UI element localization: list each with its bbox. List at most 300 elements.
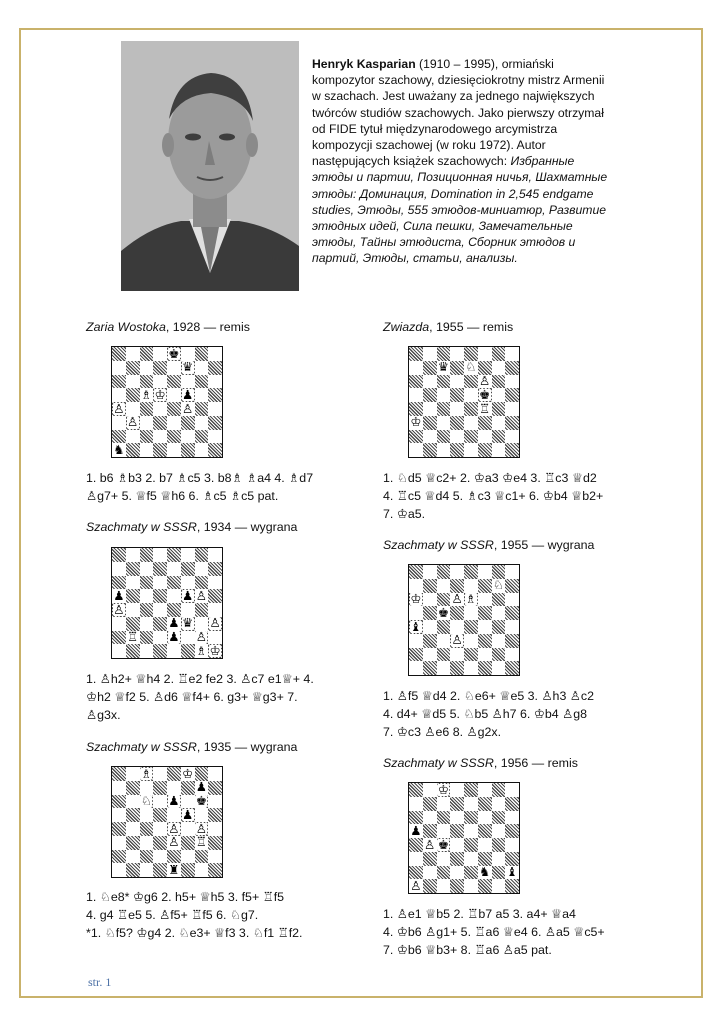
board-square bbox=[140, 836, 154, 850]
board-square bbox=[464, 361, 478, 375]
study-source: Szachmaty w SSSR bbox=[383, 756, 494, 770]
board-square bbox=[195, 443, 209, 457]
board-square bbox=[208, 644, 222, 658]
board-square bbox=[112, 347, 126, 361]
board-square bbox=[464, 606, 478, 620]
board-square bbox=[409, 879, 423, 893]
chess-piece: ♙ bbox=[127, 415, 139, 430]
board-square bbox=[112, 402, 126, 416]
board-square bbox=[505, 565, 519, 579]
study-source: Zwiazda bbox=[383, 320, 430, 334]
study-result: remis bbox=[547, 756, 578, 770]
board-square bbox=[423, 838, 437, 852]
board-square bbox=[492, 375, 506, 389]
chess-piece: ♚ bbox=[437, 838, 449, 852]
board-square bbox=[423, 824, 437, 838]
study-caption bbox=[86, 740, 297, 754]
chess-piece: ♙ bbox=[209, 616, 221, 631]
board-square bbox=[181, 850, 195, 864]
moves-line: 7. ♔a5. bbox=[383, 507, 426, 521]
board-square bbox=[423, 852, 437, 866]
board-square bbox=[478, 797, 492, 811]
board-square bbox=[208, 576, 222, 590]
board-square bbox=[450, 402, 464, 416]
board-square bbox=[478, 402, 492, 416]
board-square bbox=[478, 838, 492, 852]
board-square bbox=[195, 767, 209, 781]
chess-piece: ♗ bbox=[195, 644, 207, 658]
board-square bbox=[423, 402, 437, 416]
chess-piece: ♗ bbox=[465, 592, 477, 607]
board-square bbox=[181, 402, 195, 416]
board-square bbox=[153, 822, 167, 836]
board-square bbox=[140, 617, 154, 631]
board-square bbox=[505, 866, 519, 880]
board-square bbox=[492, 866, 506, 880]
board-square bbox=[181, 375, 195, 389]
board-square bbox=[423, 388, 437, 402]
board-square bbox=[492, 661, 506, 675]
board-square bbox=[208, 361, 222, 375]
board-square bbox=[478, 347, 492, 361]
board-square bbox=[437, 593, 451, 607]
board-square bbox=[140, 375, 154, 389]
board-square bbox=[208, 631, 222, 645]
board-square bbox=[437, 783, 451, 797]
board-square bbox=[409, 443, 423, 457]
board-square bbox=[126, 836, 140, 850]
board-square bbox=[492, 879, 506, 893]
board-square bbox=[505, 648, 519, 662]
board-square bbox=[450, 443, 464, 457]
board-square bbox=[409, 852, 423, 866]
board-square bbox=[181, 562, 195, 576]
board-square bbox=[423, 347, 437, 361]
solution-moves bbox=[383, 687, 594, 741]
board-square bbox=[112, 430, 126, 444]
board-square bbox=[167, 361, 181, 375]
board-square bbox=[153, 548, 167, 562]
board-square bbox=[140, 850, 154, 864]
board-square bbox=[464, 852, 478, 866]
board-square bbox=[126, 388, 140, 402]
board-square bbox=[450, 388, 464, 402]
moves-line: 1. ♘e8* ♔g6 2. h5+ ♕h5 3. f5+ ♖f5 bbox=[86, 890, 285, 904]
board-square bbox=[450, 606, 464, 620]
board-square bbox=[409, 838, 423, 852]
board-square bbox=[464, 838, 478, 852]
chess-piece: ♙ bbox=[168, 822, 180, 836]
board-square bbox=[450, 811, 464, 825]
board-square bbox=[153, 402, 167, 416]
board-square bbox=[112, 361, 126, 375]
board-square bbox=[153, 361, 167, 375]
board-square bbox=[437, 879, 451, 893]
board-square bbox=[167, 402, 181, 416]
board-square bbox=[167, 603, 181, 617]
board-square bbox=[505, 443, 519, 457]
chess-piece: ♛ bbox=[182, 360, 194, 375]
board-square bbox=[140, 603, 154, 617]
board-square bbox=[181, 795, 195, 809]
board-square bbox=[181, 767, 195, 781]
board-square bbox=[409, 361, 423, 375]
bio-description: (1910 – 1995), ormiański kompozytor szachowy, dziesięciokrotny mistrz Armenii w szachach. Jest uważany za jednego największych twórców studiów szachowych. Jako pierwszy otrzymał od FIDE tytuł międzynarodowego arcymistrza kompozycji szachowej (w roku 1972). Autor następujących książek szachowych: bbox=[312, 57, 605, 169]
board-square bbox=[140, 416, 154, 430]
board-square bbox=[478, 593, 492, 607]
board-square bbox=[423, 866, 437, 880]
board-square bbox=[409, 620, 423, 634]
board-square bbox=[505, 838, 519, 852]
board-square bbox=[423, 661, 437, 675]
board-square bbox=[181, 416, 195, 430]
board-square bbox=[181, 863, 195, 877]
board-square bbox=[181, 631, 195, 645]
chess-piece: ♗ bbox=[140, 767, 152, 781]
board-square bbox=[181, 808, 195, 822]
board-square bbox=[126, 375, 140, 389]
board-square bbox=[112, 375, 126, 389]
board-square bbox=[492, 579, 506, 593]
board-square bbox=[195, 562, 209, 576]
board-square bbox=[167, 443, 181, 457]
board-square bbox=[478, 416, 492, 430]
study-caption bbox=[86, 520, 297, 534]
chess-piece: ♙ bbox=[451, 592, 463, 607]
board-square bbox=[505, 879, 519, 893]
board-square bbox=[126, 631, 140, 645]
moves-line: *1. ♘f5? ♔g4 2. ♘e3+ ♕f3 3. ♘f1 ♖f2. bbox=[86, 926, 303, 940]
moves-line: 1. ♘d5 ♕c2+ 2. ♔a3 ♔e4 3. ♖c3 ♕d2 bbox=[383, 471, 597, 485]
board-square bbox=[423, 443, 437, 457]
board-square bbox=[195, 347, 209, 361]
board-square bbox=[126, 347, 140, 361]
chess-piece: ♖ bbox=[479, 402, 491, 416]
solution-moves bbox=[86, 888, 302, 942]
board-square bbox=[181, 781, 195, 795]
board-square bbox=[181, 617, 195, 631]
board-square bbox=[505, 824, 519, 838]
chess-piece: ♖ bbox=[127, 630, 139, 645]
board-square bbox=[423, 361, 437, 375]
board-square bbox=[505, 783, 519, 797]
chess-piece: ♟ bbox=[168, 794, 180, 809]
solution-moves bbox=[383, 469, 603, 523]
chess-piece: ♟ bbox=[410, 824, 422, 838]
board-square bbox=[126, 767, 140, 781]
board-square bbox=[140, 388, 154, 402]
board-square bbox=[437, 797, 451, 811]
board-square bbox=[464, 797, 478, 811]
page-number: str. 1 bbox=[88, 975, 112, 989]
board-square bbox=[167, 548, 181, 562]
board-square bbox=[195, 795, 209, 809]
board-square bbox=[208, 548, 222, 562]
board-square bbox=[409, 402, 423, 416]
board-square bbox=[181, 822, 195, 836]
board-square bbox=[478, 606, 492, 620]
board-square bbox=[450, 430, 464, 444]
board-square bbox=[126, 850, 140, 864]
board-square bbox=[112, 850, 126, 864]
board-square bbox=[505, 579, 519, 593]
board-square bbox=[181, 603, 195, 617]
board-square bbox=[450, 838, 464, 852]
board-square bbox=[492, 783, 506, 797]
board-square bbox=[153, 863, 167, 877]
board-square bbox=[208, 388, 222, 402]
board-square bbox=[437, 852, 451, 866]
moves-line: 1. ♙h2+ ♕h4 2. ♖e2 fe2 3. ♙c7 e1♕+ 4. bbox=[86, 672, 314, 686]
board-square bbox=[167, 631, 181, 645]
board-square bbox=[153, 388, 167, 402]
board-square bbox=[409, 565, 423, 579]
board-square bbox=[464, 375, 478, 389]
board-square bbox=[140, 781, 154, 795]
board-square bbox=[140, 863, 154, 877]
study-caption bbox=[383, 320, 513, 334]
board-square bbox=[126, 402, 140, 416]
board-square bbox=[478, 388, 492, 402]
board-square bbox=[505, 347, 519, 361]
board-square bbox=[195, 808, 209, 822]
chess-piece: ♔ bbox=[154, 388, 166, 402]
board-square bbox=[167, 822, 181, 836]
board-square bbox=[112, 576, 126, 590]
chess-piece: ♞ bbox=[479, 865, 491, 880]
board-square bbox=[464, 661, 478, 675]
board-square bbox=[505, 430, 519, 444]
bio-name: Henryk Kasparian bbox=[312, 57, 416, 71]
board-square bbox=[492, 416, 506, 430]
board-square bbox=[195, 576, 209, 590]
study-result: remis bbox=[482, 320, 514, 334]
board-square bbox=[437, 347, 451, 361]
board-square bbox=[505, 606, 519, 620]
board-square bbox=[492, 852, 506, 866]
board-square bbox=[478, 866, 492, 880]
board-square bbox=[478, 852, 492, 866]
board-square bbox=[140, 589, 154, 603]
board-square bbox=[450, 866, 464, 880]
chess-piece: ♟ bbox=[182, 808, 194, 822]
board-square bbox=[478, 430, 492, 444]
board-square bbox=[437, 375, 451, 389]
board-square bbox=[464, 824, 478, 838]
board-square bbox=[195, 850, 209, 864]
board-square bbox=[140, 576, 154, 590]
board-square bbox=[464, 783, 478, 797]
board-square bbox=[140, 361, 154, 375]
board-square bbox=[126, 548, 140, 562]
board-square bbox=[492, 565, 506, 579]
board-square bbox=[208, 863, 222, 877]
board-square bbox=[437, 402, 451, 416]
board-square bbox=[450, 579, 464, 593]
board-square bbox=[167, 850, 181, 864]
board-square bbox=[112, 631, 126, 645]
board-square bbox=[167, 781, 181, 795]
board-square bbox=[450, 824, 464, 838]
board-square bbox=[208, 562, 222, 576]
board-square bbox=[409, 824, 423, 838]
board-square bbox=[126, 589, 140, 603]
board-square bbox=[437, 634, 451, 648]
board-square bbox=[423, 797, 437, 811]
board-square bbox=[437, 824, 451, 838]
board-square bbox=[126, 562, 140, 576]
board-square bbox=[126, 361, 140, 375]
board-square bbox=[437, 648, 451, 662]
board-square bbox=[464, 634, 478, 648]
board-square bbox=[112, 603, 126, 617]
board-square bbox=[195, 375, 209, 389]
board-square bbox=[112, 443, 126, 457]
board-square bbox=[140, 822, 154, 836]
chess-piece: ♖ bbox=[195, 835, 207, 850]
chess-piece: ♔ bbox=[209, 644, 221, 658]
board-square bbox=[492, 361, 506, 375]
board-square bbox=[492, 606, 506, 620]
board-square bbox=[140, 644, 154, 658]
board-square bbox=[492, 347, 506, 361]
chess-piece: ♞ bbox=[113, 443, 125, 457]
chess-piece: ♙ bbox=[113, 603, 125, 617]
moves-line: 4. ♔b6 ♙g1+ 5. ♖a6 ♕e4 6. ♙a5 ♕c5+ bbox=[383, 925, 605, 939]
solution-moves bbox=[383, 905, 605, 959]
board-square bbox=[437, 838, 451, 852]
board-square bbox=[181, 361, 195, 375]
board-square bbox=[112, 388, 126, 402]
board-square bbox=[167, 430, 181, 444]
board-square bbox=[126, 416, 140, 430]
board-square bbox=[450, 375, 464, 389]
board-square bbox=[208, 402, 222, 416]
board-square bbox=[409, 811, 423, 825]
board-square bbox=[195, 402, 209, 416]
board-square bbox=[492, 402, 506, 416]
chess-piece: ♙ bbox=[410, 879, 422, 893]
board-square bbox=[505, 797, 519, 811]
chess-piece: ♛ bbox=[437, 360, 449, 375]
board-square bbox=[450, 620, 464, 634]
board-square bbox=[208, 603, 222, 617]
board-square bbox=[208, 836, 222, 850]
board-square bbox=[450, 634, 464, 648]
board-square bbox=[208, 617, 222, 631]
board-square bbox=[450, 593, 464, 607]
board-square bbox=[423, 565, 437, 579]
study-caption bbox=[383, 538, 594, 552]
board-square bbox=[423, 783, 437, 797]
moves-line: 1. ♙e1 ♕b5 2. ♖b7 a5 3. a4+ ♕a4 bbox=[383, 907, 576, 921]
board-square bbox=[505, 634, 519, 648]
board-square bbox=[195, 603, 209, 617]
board-square bbox=[505, 402, 519, 416]
chess-piece: ♘ bbox=[465, 360, 477, 375]
board-square bbox=[409, 430, 423, 444]
board-square bbox=[167, 836, 181, 850]
board-square bbox=[437, 606, 451, 620]
moves-line: ♙g7+ 5. ♕f5 ♕h6 6. ♗c5 ♗c5 pat. bbox=[86, 489, 279, 503]
board-square bbox=[478, 620, 492, 634]
board-square bbox=[409, 797, 423, 811]
board-square bbox=[208, 347, 222, 361]
board-square bbox=[478, 443, 492, 457]
board-square bbox=[112, 617, 126, 631]
board-square bbox=[409, 375, 423, 389]
chess-piece: ♙ bbox=[168, 835, 180, 850]
board-square bbox=[423, 430, 437, 444]
board-square bbox=[409, 416, 423, 430]
board-square bbox=[208, 808, 222, 822]
study-year: , 1934 — bbox=[196, 520, 251, 534]
chess-piece: ♙ bbox=[195, 822, 207, 836]
chess-piece: ♝ bbox=[410, 620, 422, 634]
board-square bbox=[126, 576, 140, 590]
board-square bbox=[167, 347, 181, 361]
board-square bbox=[112, 416, 126, 430]
board-square bbox=[450, 565, 464, 579]
board-square bbox=[478, 879, 492, 893]
moves-line: 4. ♖c5 ♕d4 5. ♗c3 ♕c1+ 6. ♔b4 ♕b2+ bbox=[383, 489, 604, 503]
board-square bbox=[464, 866, 478, 880]
board-square bbox=[140, 767, 154, 781]
board-square bbox=[450, 416, 464, 430]
board-square bbox=[492, 797, 506, 811]
chess-piece: ♙ bbox=[182, 402, 194, 416]
chess-piece: ♟ bbox=[113, 589, 125, 603]
board-square bbox=[464, 565, 478, 579]
chess-piece: ♙ bbox=[195, 630, 207, 645]
board-square bbox=[505, 620, 519, 634]
board-square bbox=[492, 388, 506, 402]
board-square bbox=[167, 576, 181, 590]
board-square bbox=[450, 361, 464, 375]
board-square bbox=[167, 795, 181, 809]
board-square bbox=[112, 808, 126, 822]
board-square bbox=[195, 589, 209, 603]
board-square bbox=[181, 576, 195, 590]
board-square bbox=[437, 388, 451, 402]
board-square bbox=[450, 783, 464, 797]
board-square bbox=[437, 443, 451, 457]
study-source: Zaria Wostoka bbox=[86, 320, 166, 334]
chess-piece: ♘ bbox=[492, 578, 504, 593]
chess-piece: ♙ bbox=[195, 589, 207, 603]
board-square bbox=[153, 430, 167, 444]
board-square bbox=[181, 443, 195, 457]
board-square bbox=[112, 562, 126, 576]
board-square bbox=[464, 879, 478, 893]
chess-piece: ♙ bbox=[424, 838, 436, 852]
board-square bbox=[450, 648, 464, 662]
board-square bbox=[423, 879, 437, 893]
board-square bbox=[208, 767, 222, 781]
study-result: wygrana bbox=[250, 520, 298, 534]
board-square bbox=[153, 617, 167, 631]
chess-board bbox=[111, 547, 223, 659]
chess-board bbox=[408, 564, 520, 676]
board-square bbox=[423, 416, 437, 430]
board-square bbox=[126, 863, 140, 877]
board-square bbox=[423, 375, 437, 389]
chess-piece: ♟ bbox=[182, 589, 194, 603]
board-square bbox=[208, 822, 222, 836]
board-square bbox=[195, 430, 209, 444]
board-square bbox=[112, 548, 126, 562]
board-square bbox=[423, 620, 437, 634]
